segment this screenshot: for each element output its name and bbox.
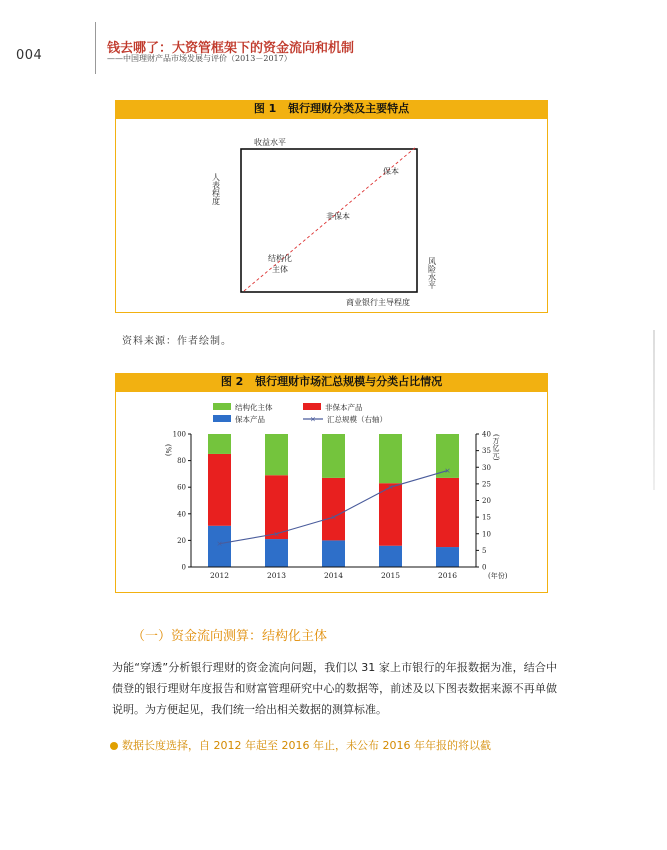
figure1-number: 图 1: [253, 102, 277, 115]
figure2-title-bar: [115, 373, 548, 391]
right-axis-title: (万亿元): [492, 434, 500, 461]
bar-segment: [265, 539, 288, 567]
legend-swatch: [213, 403, 231, 410]
x-tick-label: 2013: [266, 571, 287, 580]
left-tick-label: 20: [177, 536, 186, 545]
bar-segment: [265, 434, 288, 475]
figure1-label-jiegouhua: 结构化: [268, 254, 292, 263]
figure1-title-bar: [115, 100, 548, 118]
legend-swatch: [213, 415, 231, 422]
x-tick-label: 2015: [380, 571, 401, 580]
figure2-number: 图 2: [220, 375, 244, 388]
figure2-chart: [116, 392, 549, 594]
page-fold-shadow: [653, 330, 655, 490]
header-divider: [95, 22, 96, 74]
bar-segment: [322, 478, 345, 541]
bar-segment: [379, 546, 402, 567]
x-tick-label: 2016: [437, 571, 458, 580]
line-point-marker: ×: [216, 539, 223, 549]
book-subtitle: ——中国理财产品市场发展与评价（2013－2017）: [107, 54, 292, 63]
bar-segment: [322, 540, 345, 567]
figure1-bottom-axis-label: 商业银行主导程度: [346, 298, 410, 307]
right-tick-label: 30: [482, 463, 491, 472]
figure1-label-feibaoben: 非保本: [326, 212, 350, 221]
figure1-right-axis-label: 风险水平: [427, 257, 437, 289]
line-point-marker: ×: [330, 512, 337, 522]
x-tick-label: 2012: [209, 571, 230, 580]
legend-marker-icon: ×: [310, 415, 316, 424]
figure2-box: [115, 391, 548, 593]
bullet-dot-icon: [110, 742, 118, 750]
figure1-label-zhuti: 主体: [272, 265, 288, 274]
bar-segment: [208, 454, 231, 526]
right-tick-label: 20: [482, 497, 491, 505]
x-axis-title: (年份): [488, 572, 508, 580]
left-tick-label: 100: [172, 430, 186, 439]
line-point-marker: ×: [387, 482, 394, 492]
bar-segment: [436, 547, 459, 567]
right-tick-label: 40: [482, 430, 491, 439]
figure1-title: 银行理财分类及主要特点: [288, 102, 410, 115]
bullet-text: 数据长度选择，自 2012 年起至 2016 年止，未公布 2016 年年报的将以截: [122, 739, 491, 752]
book-title: 钱去哪了：大资管框架下的资金流向和机制: [107, 41, 355, 56]
bullet-item: [110, 737, 491, 753]
right-tick-label: 15: [482, 513, 491, 522]
x-tick-label: 2014: [323, 571, 344, 580]
bar-segment: [436, 478, 459, 547]
legend-label: 非保本产品: [325, 403, 363, 412]
right-tick-label: 10: [482, 530, 491, 539]
left-axis-title: (%): [164, 444, 172, 457]
figure1-diagram: [116, 119, 549, 314]
bar-segment: [379, 483, 402, 546]
body-paragraph: 为能“穿透”分析银行理财的资金流向问题，我们以 31 家上市银行的年报数据为准，结合中债登的银行理财年度报告和财富管理研究中心的数据等，前述及以下图表数据来源不再单做说明。为方便起见，我们统一给出相关数据的测算标准。: [112, 661, 557, 716]
left-tick-label: 0: [181, 563, 186, 572]
right-tick-label: 35: [482, 447, 491, 456]
legend-swatch: [303, 403, 321, 410]
page-number: 004: [16, 48, 43, 63]
right-tick-label: 25: [482, 480, 491, 489]
line-point-marker: ×: [444, 466, 451, 476]
bar-segment: [322, 434, 345, 478]
bar-segment: [208, 434, 231, 454]
right-tick-label: 5: [482, 546, 487, 555]
legend-label: 保本产品: [235, 415, 265, 424]
figure1-left-axis-label: 人表程度: [211, 173, 221, 205]
line-point-marker: ×: [273, 529, 280, 539]
figure2-title: 银行理财市场汇总规模与分类占比情况: [255, 375, 443, 388]
legend-label: 汇总规模（右轴）: [327, 415, 387, 424]
legend-label: 结构化主体: [235, 403, 273, 412]
figure1-source-note: 资料来源：作者绘制。: [122, 336, 232, 347]
left-tick-label: 60: [177, 483, 186, 492]
bar-segment: [379, 434, 402, 483]
left-tick-label: 40: [177, 510, 186, 519]
left-tick-label: 80: [177, 457, 186, 466]
figure1-box: [115, 118, 548, 313]
section-heading: （一）资金流向测算：结构化主体: [132, 629, 328, 644]
figure1-top-axis-label: 收益水平: [254, 138, 286, 147]
right-tick-label: 0: [482, 563, 487, 572]
figure1-label-baoben: 保本: [383, 167, 399, 176]
